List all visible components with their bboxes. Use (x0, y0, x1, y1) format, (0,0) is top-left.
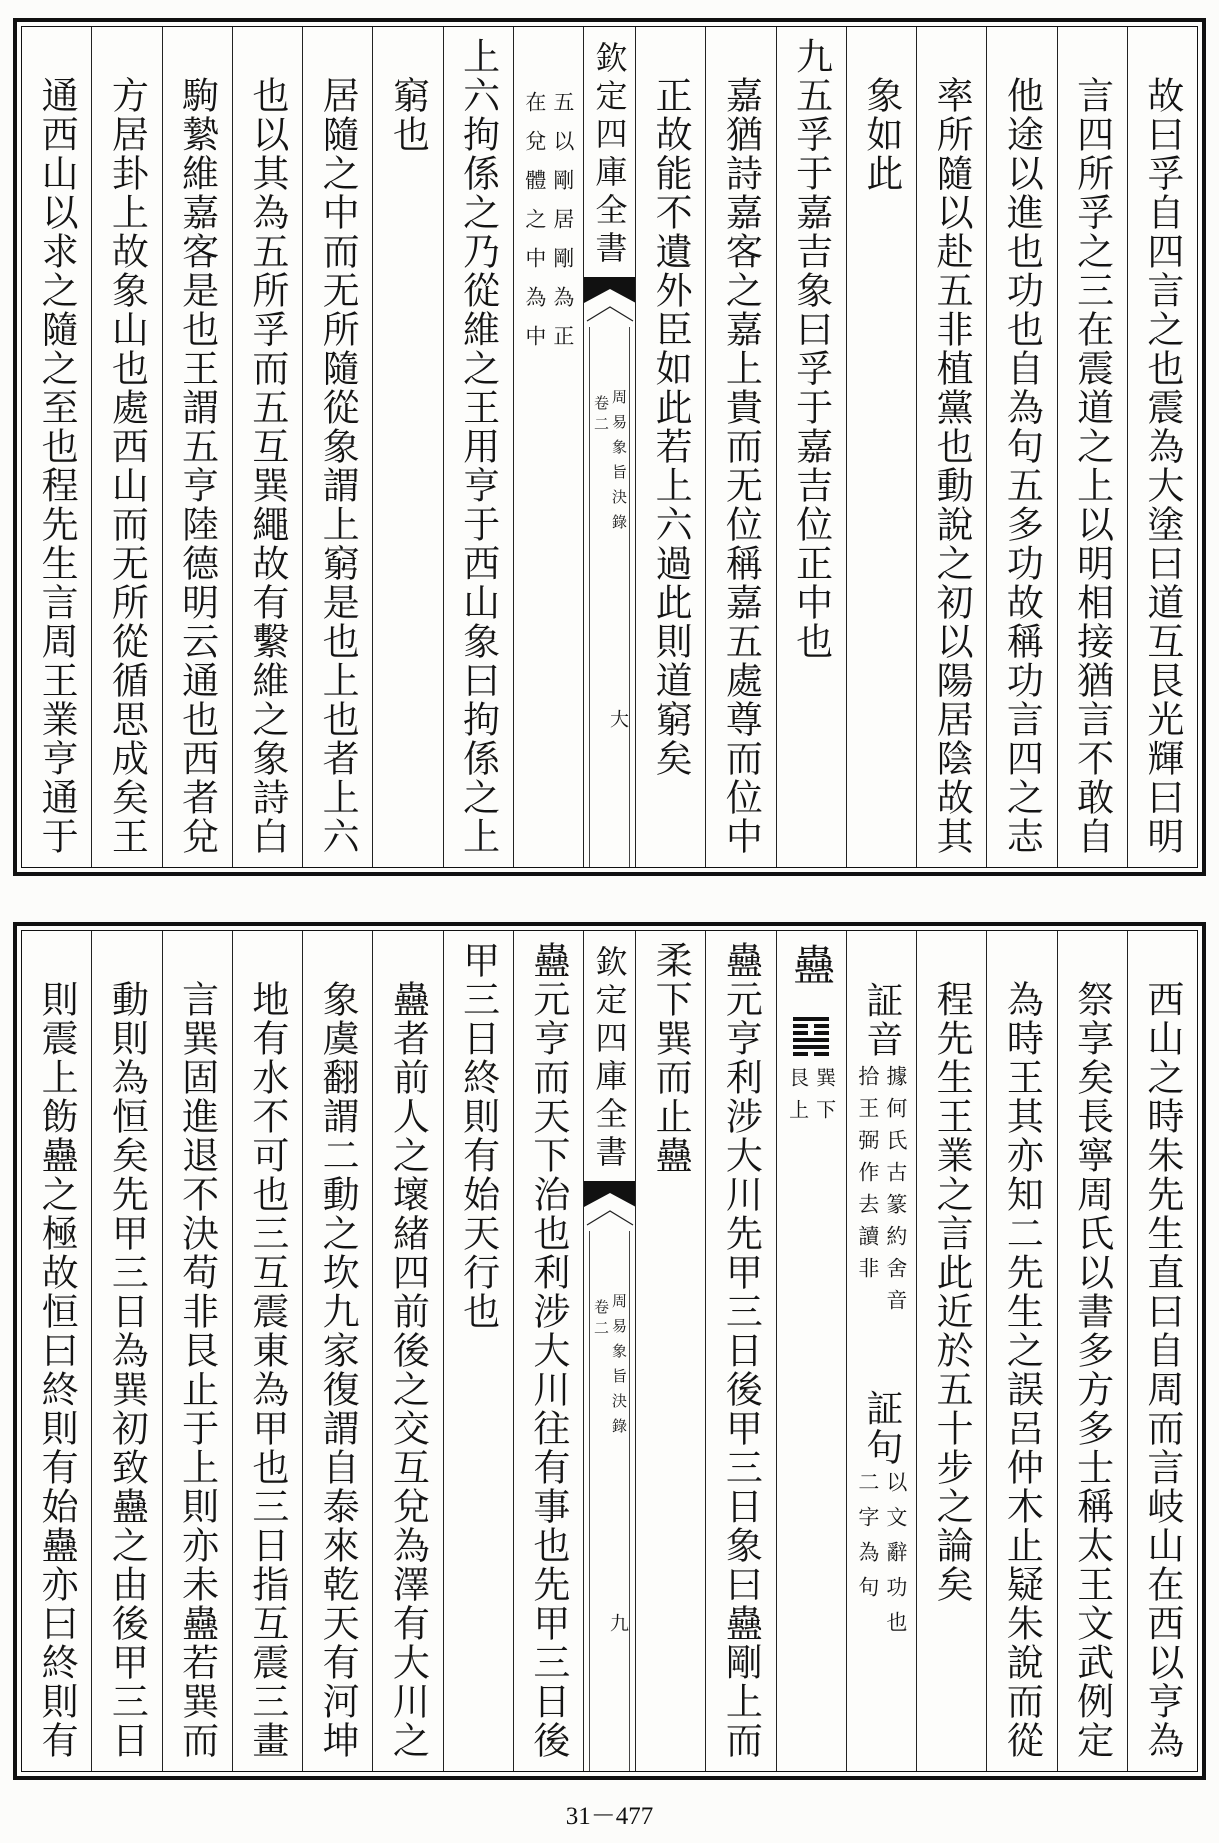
column-text: 蠱元亨而天下治也利涉大川往有事也先甲三日後 (526, 941, 570, 1760)
fishtail-ornament-icon (584, 277, 635, 325)
column-text: 故曰孚自四言之也震為大塗曰道互艮光輝曰明 (1140, 76, 1184, 856)
column-text: 程先生王業之言此近於五十步之論矣 (930, 980, 974, 1604)
commentary-column (162, 27, 232, 867)
hexagram-broken-line (814, 1024, 829, 1028)
commentary-column (1057, 931, 1127, 1771)
gu-hexagram-icon (791, 1015, 831, 1059)
column-text: 也以其為五所孚而五互巽繩故有繫維之象詩白 (245, 76, 289, 856)
commentary-column (916, 931, 986, 1771)
commentary-column (302, 931, 372, 1771)
column-text: 象虞翻謂二動之坎九家復謂自泰來乾天有河坤 (316, 980, 360, 1760)
column-text: 西山之時朱先生直曰自周而言岐山在西以亨為 (1140, 980, 1184, 1760)
hexagram-broken-line (793, 1052, 808, 1056)
column-text: 蠱者前人之壞緒四前後之交互兌為澤有大川之 (386, 980, 430, 1760)
fishtail-ornament-icon (584, 1181, 635, 1229)
hexagram-broken-line (793, 1031, 808, 1035)
volume-label: 卷二 (592, 1299, 610, 1341)
scripture-column (443, 27, 513, 867)
note-right-line: 以文辭功也 (883, 1471, 908, 1646)
column-text: 正故能不遺外臣如此若上六過此則道窮矣 (649, 76, 693, 778)
commentary-column (22, 931, 91, 1771)
commentary-column (302, 27, 372, 867)
commentary-column (1057, 27, 1127, 867)
scripture-continuation-column (443, 931, 513, 1771)
fold-rule (589, 1231, 590, 1771)
note-left-line: 在兌體之中為中 (522, 91, 547, 364)
hexagram-solid-line (793, 1045, 829, 1049)
leaf-number: 大 (607, 709, 629, 728)
note-left-line: 拾王弼作去讀非 (855, 1065, 880, 1289)
column-text: 上六拘係之乃從維之王用亨于西山象曰拘係之上 (456, 37, 500, 856)
zheng-ju-label: 証句 (859, 1389, 903, 1467)
column-text: 駒縶維嘉客是也王謂五亨陸德明云通也西者兌 (175, 76, 219, 856)
verification-column (846, 931, 916, 1771)
scripture-column (776, 27, 846, 867)
commentary-column (846, 27, 916, 867)
hexagram-broken-line (814, 1031, 829, 1035)
column-text: 言巽固進退不決苟非艮止于上則亦未蠱若巽而 (175, 980, 219, 1760)
commentary-column (91, 931, 161, 1771)
series-title: 欽定四庫全書 (590, 41, 629, 269)
column-text: 窮也 (386, 76, 430, 154)
commentary-column (1127, 931, 1197, 1771)
hexagram-solid-line (793, 1038, 829, 1042)
leaf-number: 九 (607, 1613, 629, 1632)
double-line-note (524, 91, 573, 364)
scripture-column (513, 931, 583, 1771)
column-text: 蠱元亨利涉大川先甲三日後甲三日象曰蠱剛上而 (719, 941, 763, 1760)
commentary-column (916, 27, 986, 867)
trigram-note (785, 1067, 837, 1131)
upper-trigram-label: 艮上 (785, 1067, 810, 1131)
commentary-column (635, 27, 705, 867)
center-fold (583, 931, 635, 1771)
book-title: 周易象旨決錄 (610, 1293, 628, 1443)
lower-trigram-label: 巽下 (812, 1067, 837, 1131)
column-text: 他途以進也功也自為句五多功故稱功言四之志 (1000, 76, 1044, 856)
commentary-column (372, 931, 442, 1771)
top-page-frame (13, 18, 1206, 876)
zheng-yin-label: 証音 (859, 981, 903, 1059)
annotation-column (513, 27, 583, 867)
center-fold (583, 27, 635, 867)
note-right-line: 據何氏古篆約舍音 (883, 1065, 908, 1321)
zheng-ju-note (857, 1471, 906, 1646)
column-text: 甲三日終則有始天行也 (456, 941, 500, 1331)
column-text: 通西山以求之隨之至也程先生言周王業亨通于 (35, 76, 79, 856)
column-text: 方居卦上故象山也處西山而无所從循思成矣王 (105, 76, 149, 856)
book-title: 周易象旨決錄 (610, 389, 628, 539)
commentary-column (91, 27, 161, 867)
column-text: 則震上飭蠱之極故恒曰終則有始蠱亦曰終則有 (35, 980, 79, 1760)
column-text: 言四所孚之三在震道之上以明相接猶言不敢自 (1070, 76, 1114, 856)
column-text: 居隨之中而无所隨從象謂上窮是也上也者上六 (316, 76, 360, 856)
column-text: 祭享矣長寧周氏以書多方多士稱太王文武例定 (1070, 980, 1114, 1760)
zheng-yin-note (857, 1065, 906, 1321)
commentary-column (986, 27, 1056, 867)
column-text: 嘉猶詩嘉客之嘉上貴而无位稱嘉五處尊而位中 (719, 76, 763, 856)
fold-rule (589, 327, 590, 867)
commentary-column (1127, 27, 1197, 867)
commentary-column (232, 931, 302, 1771)
page-code: 31－477 (565, 1803, 654, 1830)
bottom-page-columns (21, 930, 1198, 1772)
hexagram-heading-column (776, 931, 846, 1771)
fold-rule (629, 1231, 630, 1771)
hexagram-name: 蠱 (787, 943, 837, 985)
bottom-page-frame (13, 922, 1206, 1780)
note-left-line: 二字為句 (855, 1471, 880, 1611)
commentary-column (705, 27, 775, 867)
note-right-line: 五以剛居剛為正 (550, 91, 575, 364)
hexagram-solid-line (793, 1017, 829, 1021)
commentary-column (22, 27, 91, 867)
commentary-column (232, 27, 302, 867)
scripture-column (635, 931, 705, 1771)
top-page-columns (21, 26, 1198, 868)
series-title: 欽定四庫全書 (590, 945, 629, 1173)
column-text: 柔下巽而止蠱 (649, 941, 693, 1175)
column-text: 象如此 (859, 76, 903, 193)
column-text: 動則為恒矣先甲三日為巽初致蠱之由後甲三日 (105, 980, 149, 1760)
column-text: 地有水不可也三互震東為甲也三日指互震三畫 (245, 980, 289, 1760)
column-text: 九五孚于嘉吉象曰孚于嘉吉位正中也 (789, 37, 833, 661)
volume-label: 卷二 (592, 395, 610, 437)
column-text: 率所隨以赴五非植黨也動說之初以陽居陰故其 (930, 76, 974, 856)
scripture-column (705, 931, 775, 1771)
fold-rule (629, 327, 630, 867)
commentary-column (986, 931, 1056, 1771)
commentary-column (162, 931, 232, 1771)
hexagram-broken-line (814, 1052, 829, 1056)
hexagram-broken-line (793, 1024, 808, 1028)
scripture-continuation-column (372, 27, 442, 867)
column-text: 為時王其亦知二先生之誤呂仲木止疑朱說而從 (1000, 980, 1044, 1760)
